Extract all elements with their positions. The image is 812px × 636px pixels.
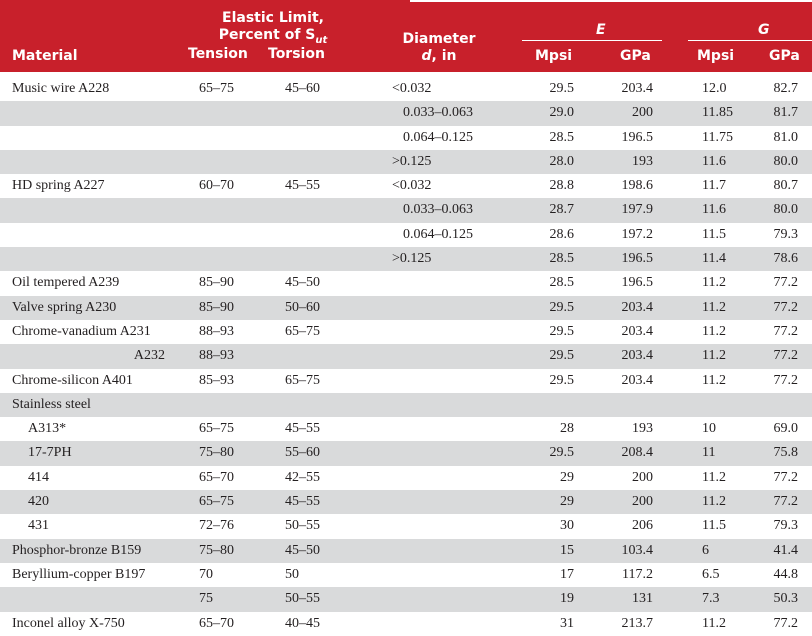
table-row: [0, 539, 812, 563]
cell-g-mpsi: 11.6: [702, 153, 726, 169]
table-row: [0, 271, 812, 295]
cell-torsion: 50: [285, 566, 299, 582]
table-row: [0, 150, 812, 174]
table-row: [0, 514, 812, 538]
header-torsion: Torsion: [268, 46, 325, 62]
cell-diameter: >0.125: [392, 153, 432, 169]
table-row: [0, 101, 812, 125]
cell-g-gpa: 80.0: [773, 153, 798, 169]
cell-e-mpsi: 29: [560, 494, 574, 510]
cell-torsion: 45–50: [285, 275, 320, 291]
cell-g-gpa: 80.0: [773, 202, 798, 218]
table-row: [0, 441, 812, 465]
cell-torsion: 40–45: [285, 615, 320, 631]
cell-g-mpsi: 11.6: [702, 202, 726, 218]
header-top-rule: [410, 0, 812, 2]
cell-g-mpsi: 11.4: [702, 251, 726, 267]
cell-e-gpa: 131: [632, 591, 653, 607]
cell-tension: 65–75: [199, 421, 234, 437]
cell-g-mpsi: 11.2: [702, 469, 726, 485]
table-row: [0, 126, 812, 150]
cell-g-mpsi: 11.2: [702, 615, 726, 631]
cell-g-gpa: 77.2: [773, 469, 798, 485]
cell-g-mpsi: 6: [702, 542, 709, 558]
cell-diameter: 0.064–0.125: [403, 226, 473, 242]
cell-g-mpsi: 11.2: [702, 494, 726, 510]
cell-e-mpsi: 17: [560, 566, 574, 582]
cell-g-mpsi: 11.2: [702, 348, 726, 364]
cell-material: Chrome-silicon A401: [12, 372, 133, 388]
header-diameter-unit: , in: [431, 48, 457, 64]
cell-torsion: 50–55: [285, 518, 320, 534]
cell-torsion: 65–75: [285, 372, 320, 388]
cell-e-mpsi: 31: [560, 615, 574, 631]
cell-e-mpsi: 29.5: [549, 348, 574, 364]
cell-g-mpsi: 12.0: [702, 81, 727, 96]
cell-tension: 85–90: [199, 299, 234, 315]
cell-tension: 65–70: [199, 615, 234, 631]
table-row: [0, 466, 812, 490]
cell-e-gpa: [607, 393, 653, 417]
cell-tension: 65–75: [199, 81, 234, 96]
cell-tension: 88–93: [199, 348, 234, 364]
table-row: [0, 369, 812, 393]
cell-g-gpa: 50.3: [773, 591, 798, 607]
cell-g-mpsi: 11.5: [702, 226, 726, 242]
cell-e-gpa: 193: [632, 421, 653, 437]
table-row: [0, 393, 812, 417]
cell-tension: 72–76: [199, 518, 234, 534]
cell-tension: 65–75: [199, 494, 234, 510]
cell-material: Stainless steel: [12, 396, 91, 412]
header-diameter: Diameter: [402, 31, 476, 47]
cell-g-mpsi: 11.2: [702, 275, 726, 291]
header-e: E: [596, 22, 606, 38]
table-row: [0, 77, 812, 101]
cell-g-gpa: 77.2: [773, 348, 798, 364]
cell-g-mpsi: 11.2: [702, 299, 726, 315]
cell-g-mpsi: 11.2: [702, 323, 726, 339]
cell-g-mpsi: 11: [702, 445, 716, 461]
table-row: [0, 612, 812, 636]
cell-e-gpa: 196.5: [621, 275, 653, 291]
cell-e-mpsi: 28.5: [549, 251, 574, 267]
cell-e-gpa: 193: [632, 153, 653, 169]
table-row: [0, 344, 812, 368]
cell-g-gpa: 77.2: [773, 372, 798, 388]
cell-e-gpa: 196.5: [621, 251, 653, 267]
cell-e-mpsi: 28.7: [549, 202, 574, 218]
header-g-gpa: GPa: [769, 48, 800, 64]
cell-diameter: >0.125: [392, 251, 432, 267]
cell-tension: 60–70: [199, 178, 234, 194]
cell-material: 420: [28, 494, 49, 510]
cell-e-mpsi: 29.5: [549, 445, 574, 461]
cell-material: Inconel alloy X-750: [12, 615, 125, 631]
cell-g-mpsi: 11.2: [702, 372, 726, 388]
cell-torsion: 45–60: [285, 81, 320, 96]
header-g: G: [758, 22, 770, 38]
cell-material: 17-7PH: [28, 445, 72, 461]
cell-e-mpsi: 29: [560, 469, 574, 485]
cell-g-gpa: 77.2: [773, 299, 798, 315]
cell-e-mpsi: 28.5: [549, 129, 574, 145]
cell-e-gpa: 208.4: [621, 445, 653, 461]
table-row: [0, 417, 812, 441]
cell-g-mpsi: 7.3: [702, 591, 720, 607]
cell-g-mpsi: 11.5: [702, 518, 726, 534]
header-elastic-limit-sub: ut: [315, 34, 328, 46]
cell-g-gpa: [760, 393, 798, 417]
cell-e-mpsi: 15: [560, 542, 574, 558]
cell-tension: 75–80: [199, 542, 234, 558]
cell-g-gpa: 81.0: [773, 129, 798, 145]
cell-g-gpa: 79.3: [773, 518, 798, 534]
header-elastic-limit-line1: Elastic Limit,: [222, 10, 324, 26]
cell-e-gpa: 200: [632, 494, 653, 510]
header-g-rule: [688, 40, 812, 41]
cell-torsion: 45–50: [285, 542, 320, 558]
cell-material: HD spring A227: [12, 178, 105, 194]
header-g-mpsi: Mpsi: [697, 48, 735, 64]
header-diameter-symbol: d: [421, 48, 432, 64]
cell-e-gpa: 198.6: [621, 178, 653, 194]
cell-e-mpsi: 29.0: [549, 105, 574, 121]
cell-diameter: 0.033–0.063: [403, 105, 473, 121]
header-e-gpa: GPa: [620, 48, 651, 64]
cell-g-gpa: 41.4: [773, 542, 798, 558]
cell-tension: 75–80: [199, 445, 234, 461]
cell-g-mpsi: 10: [702, 421, 716, 437]
cell-g-gpa: 44.8: [773, 566, 798, 582]
cell-g-mpsi: 6.5: [702, 566, 720, 582]
cell-e-gpa: 196.5: [621, 129, 653, 145]
cell-g-gpa: 77.2: [773, 323, 798, 339]
cell-g-gpa: 75.8: [773, 445, 798, 461]
cell-e-gpa: 103.4: [621, 542, 653, 558]
cell-e-mpsi: [522, 393, 574, 417]
cell-tension: 88–93: [199, 323, 234, 339]
cell-e-gpa: 203.4: [621, 372, 653, 388]
header-e-mpsi: Mpsi: [535, 48, 573, 64]
table-row: [0, 247, 812, 271]
cell-e-mpsi: 30: [560, 518, 574, 534]
cell-g-gpa: 80.7: [773, 178, 798, 194]
cell-tension: 85–90: [199, 275, 234, 291]
cell-material: A232: [133, 348, 165, 364]
cell-g-gpa: 77.2: [773, 615, 798, 631]
table-row: [0, 174, 812, 198]
cell-g-gpa: 79.3: [773, 226, 798, 242]
cell-diameter: 0.033–0.063: [403, 202, 473, 218]
cell-torsion: 50–55: [285, 591, 320, 607]
cell-tension: 65–70: [199, 469, 234, 485]
cell-g-mpsi: [702, 393, 752, 417]
cell-torsion: 45–55: [285, 494, 320, 510]
cell-e-gpa: 197.9: [621, 202, 653, 218]
cell-e-gpa: 197.2: [621, 226, 653, 242]
cell-e-mpsi: 29.5: [549, 81, 574, 96]
table-row: [0, 587, 812, 611]
cell-g-gpa: 69.0: [773, 421, 798, 437]
header-diameter-unit-line: [394, 48, 484, 65]
cell-e-gpa: 206: [632, 518, 653, 534]
table-row: [0, 490, 812, 514]
cell-torsion: 45–55: [285, 178, 320, 194]
cell-diameter: <0.032: [392, 81, 432, 96]
cell-e-gpa: 203.4: [621, 348, 653, 364]
cell-e-gpa: 213.7: [621, 615, 653, 631]
cell-material: Music wire A228: [12, 81, 110, 96]
cell-g-gpa: 81.7: [773, 105, 798, 121]
cell-g-gpa: 78.6: [773, 251, 798, 267]
cell-e-mpsi: 28: [560, 421, 574, 437]
cell-torsion: 45–55: [285, 421, 320, 437]
cell-tension: 75: [199, 591, 213, 607]
cell-diameter: <0.032: [392, 178, 432, 194]
table-row: [0, 223, 812, 247]
cell-e-mpsi: 28.6: [549, 226, 574, 242]
table-row: [0, 563, 812, 587]
cell-material: A313*: [28, 421, 67, 437]
header-material: Material: [12, 48, 78, 64]
header-e-rule: [522, 40, 662, 41]
cell-g-gpa: 77.2: [773, 275, 798, 291]
cell-material: Phosphor-bronze B159: [12, 542, 142, 558]
cell-tension: 85–93: [199, 372, 234, 388]
cell-e-mpsi: 28.5: [549, 275, 574, 291]
table-row: [0, 198, 812, 222]
table-body: [0, 77, 812, 636]
header-tension: Tension: [188, 46, 248, 62]
cell-g-mpsi: 11.75: [702, 129, 733, 145]
cell-g-mpsi: 11.85: [702, 105, 733, 121]
cell-torsion: 65–75: [285, 323, 320, 339]
cell-material: Beryllium-copper B197: [12, 566, 146, 582]
cell-e-gpa: 200: [632, 469, 653, 485]
cell-e-mpsi: 19: [560, 591, 574, 607]
cell-e-mpsi: 29.5: [549, 372, 574, 388]
cell-torsion: 50–60: [285, 299, 320, 315]
cell-torsion: 42–55: [285, 469, 320, 485]
cell-torsion: 55–60: [285, 445, 320, 461]
cell-tension: 70: [199, 566, 213, 582]
cell-material: Oil tempered A239: [12, 275, 120, 291]
table-row: [0, 320, 812, 344]
cell-e-mpsi: 28.0: [549, 153, 574, 169]
cell-material: Chrome-vanadium A231: [12, 323, 151, 339]
cell-diameter: 0.064–0.125: [403, 129, 473, 145]
cell-e-gpa: 200: [632, 105, 653, 121]
cell-g-mpsi: 11.7: [702, 178, 726, 194]
cell-e-gpa: 203.4: [621, 323, 653, 339]
cell-material: 414: [28, 469, 49, 485]
cell-material: 431: [28, 518, 49, 534]
cell-e-gpa: 203.4: [621, 81, 653, 96]
cell-g-gpa: 77.2: [773, 494, 798, 510]
cell-e-gpa: 117.2: [622, 566, 653, 582]
table-row: [0, 296, 812, 320]
cell-g-gpa: 82.7: [773, 81, 798, 96]
cell-material: Valve spring A230: [12, 299, 117, 315]
cell-e-mpsi: 28.8: [549, 178, 574, 194]
table-header: [0, 0, 812, 74]
cell-e-mpsi: 29.5: [549, 323, 574, 339]
header-elastic-limit-text: Percent of S: [218, 27, 316, 43]
cell-e-gpa: 203.4: [621, 299, 653, 315]
cell-e-mpsi: 29.5: [549, 299, 574, 315]
